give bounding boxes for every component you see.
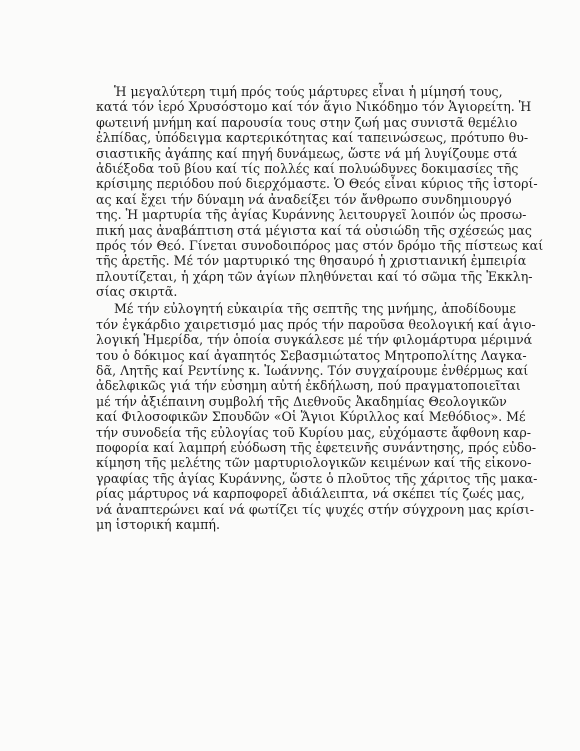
paragraph-2 [96, 301, 538, 532]
paragraph-line: ποφορία καί λαμπρή εὐόδωση τῆς ἐφετεινῆς συνάντησης, πρός εὐδο- [96, 439, 537, 455]
paragraph-line: Μέ τήν εὐλογητή εὐκαιρία τῆς σεπτῆς της μνήμης, ἀποδίδουμε [114, 301, 516, 317]
paragraph-line: ἀδελφικῶς γιά τήν εὐσημη αὐτή ἐκδήλωση, πού πραγματοποιεῖται [96, 378, 521, 394]
paragraph-line: κίμηση τῆς μελέτης τῶν μαρτυριολογικῶν κειμένων καί τῆς εἰκονο- [96, 455, 532, 471]
paragraph-line: τήν συνοδεία τῆς εὐλογίας τοῦ Κυρίου μας, εὐχόμαστε ἄφθονη καρ- [96, 424, 532, 440]
paragraph-line: πική μας ἀναβάπτιση στά μέγιστα καί τά οὐσιώδη τῆς σχέσεώς μας [96, 222, 532, 238]
paragraph-line: ἀδιέξοδα τοῦ βίου καί τίς πολλές καί πολυώδυνες δοκιμασίες τῆς [96, 160, 519, 176]
paragraph-line: μέ τήν ἀξιέπαινη συμβολή τῆς Διεθνοῦς Ἀκαδημίας Θεολογικῶν [96, 393, 507, 409]
paragraph-line: Ἡ μεγαλύτερη τιμή πρός τούς μάρτυρες εἶναι ἡ μίμησή τους, [114, 84, 503, 99]
paragraph-line: μη ἱστορική καμπή. [96, 516, 220, 532]
paragraph-line: πλουτίζεται, ἡ χάρη τῶν ἁγίων πληθύνεται καί τό σῶμα τῆς Ἐκκλη- [96, 268, 533, 284]
paragraph-line: σίας σκιρτᾶ. [96, 284, 178, 300]
paragraph-line: της. Ἡ μαρτυρία τῆς ἁγίας Κυράννης λειτουργεῖ λοιπόν ὡς προσω- [96, 207, 527, 223]
paragraph-line: σιαστικῆς ἀγάπης καί πηγή δυνάμεως, ὥστε νά μή λυγίζουμε στά [96, 145, 518, 161]
paragraph-line: καί Φιλοσοφικῶν Σπουδῶν «Οἱ Ἅγιοι Κύριλλος καί Μεθόδιος». Μέ [96, 409, 526, 425]
paragraph-line: ρίας μάρτυρος νά καρποφορεῖ ἀδιάλειπτα, νά σκέπει τίς ζωές μας, [96, 486, 525, 502]
paragraph-line: ας καί ἔχει τήν δύναμη νά ἀναδείξει τόν ἄνθρωπο συνδημιουργό [96, 191, 512, 207]
paragraph-line: πρός τόν Θεό. Γίνεται συνοδοιπόρος μας στόν δρόμο τῆς πίστεως καί [96, 237, 544, 253]
paragraph-1 [96, 84, 544, 300]
paragraph-line: λογική Ἡμερίδα, τήν ὁποία συγκάλεσε μέ τήν φιλομάρτυρα μέριμνά [96, 332, 533, 348]
paragraph-line: φωτεινή μνήμη καί παρουσία τους στην ζωή μας συνιστᾶ θεμέλιο [96, 114, 518, 130]
paragraph-line: δᾶ, Λητῆς καί Ρεντίνης κ. Ἰωάννης. Τόν συγχαίρουμε ἐνθέρμως καί [96, 363, 529, 379]
paragraph-line: κρίσιμης περιόδου πού διερχόμαστε. Ὁ Θεός εἶναι κύριος τῆς ἱστορί- [96, 176, 538, 192]
body-text [96, 84, 544, 532]
paragraph-line: νά ἀναπτερώνει καί νά φωτίζει τίς ψυχές στήν σύγχρονη μας κρίσι- [96, 501, 534, 517]
paragraph-line: του ὁ δόκιμος καί ἀγαπητός Σεβασμιώτατος Μητροπολίτης Λαγκα- [96, 347, 527, 363]
paragraph-line: ἐλπίδας, ὑπόδειγμα καρτερικότητας καί ταπεινώσεως, πρότυπο θυ- [96, 130, 529, 146]
paragraph-line: γραφίας τῆς ἁγίας Κυράννης, ὥστε ὁ πλοῦτος τῆς χάριτος τῆς μακα- [96, 470, 538, 486]
paragraph-line: τόν ἐγκάρδιο χαιρετισμό μας πρός τήν παροῦσα θεολογική καί ἁγιο- [96, 316, 536, 332]
paragraph-line: κατά τόν ἱερό Χρυσόστομο καί τόν ἅγιο Νικόδημο τόν Ἁγιορείτη. Ἡ [96, 99, 532, 115]
paragraph-line: τῆς ἀρετῆς. Μέ τόν μαρτυρικό της θησαυρό ἡ χριστιανική ἐμπειρία [96, 253, 527, 269]
